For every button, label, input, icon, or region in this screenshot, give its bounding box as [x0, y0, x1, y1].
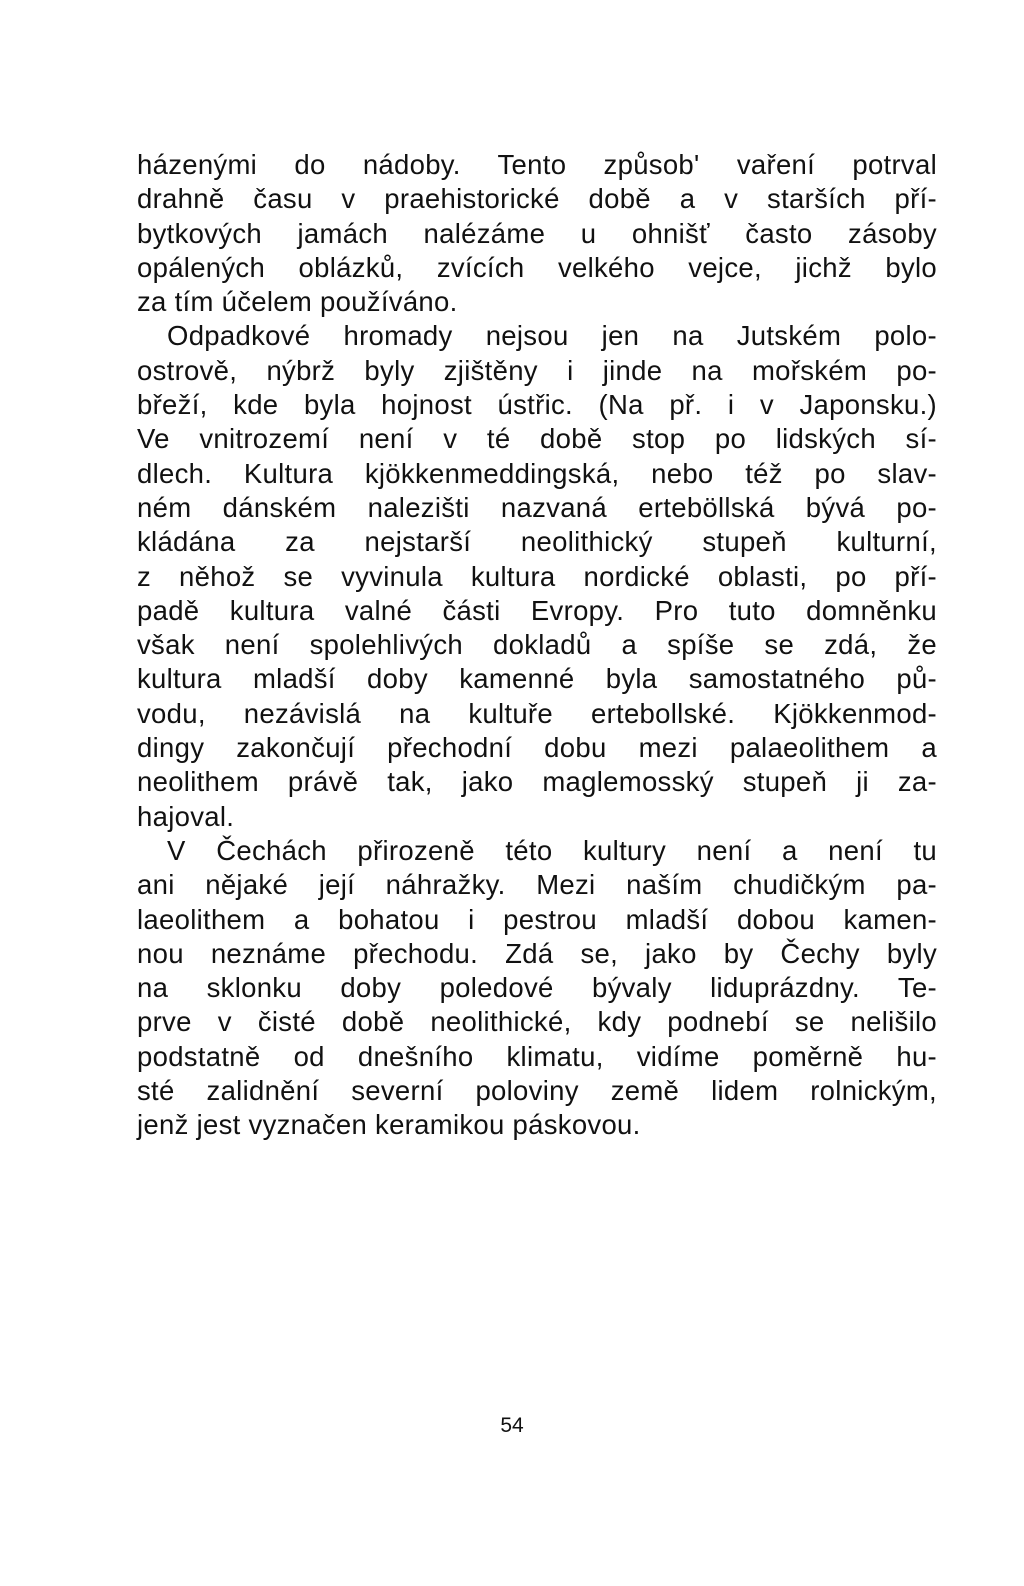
text-line: kládána za nejstarší neolithický stupeň kulturní,	[137, 526, 937, 558]
text-line: však není spolehlivých dokladů a spíše se zdá, že	[137, 629, 937, 661]
text-line: neolithem právě tak, jako maglemosský stupeň ji za-	[137, 766, 937, 798]
text-line: opálených oblázků, zvících velkého vejce, jichž bylo	[137, 251, 937, 283]
text-line: ném dánském nalezišti nazvaná erteböllská bývá po-	[137, 491, 937, 523]
text-line: laeolithem a bohatou i pestrou mladší dobou kamen-	[137, 903, 937, 935]
page-number: 54	[500, 1414, 524, 1437]
text-line: dlech. Kultura kjökkenmeddingská, nebo též po slav-	[137, 457, 937, 489]
text-line: podstatně od dnešního klimatu, vidíme poměrně hu-	[137, 1040, 937, 1072]
text-line: Ve vnitrozemí není v té době stop po lidských sí-	[137, 423, 937, 455]
text-line: prve v čisté době neolithické, kdy podnebí se nelišilo	[137, 1006, 937, 1038]
text-line: jenž jest vyznačen keramikou páskovou.	[137, 1109, 641, 1141]
text-line: ani nějaké její náhražky. Mezi naším chudičkým pa-	[137, 869, 937, 901]
text-line: z něhož se vyvinula kultura nordické oblasti, po pří-	[137, 560, 937, 592]
text-line: bytkových jamách nalézáme u ohnišť často zásoby	[137, 217, 937, 249]
text-line: nou neznáme přechodu. Zdá se, jako by Čechy byly	[137, 937, 937, 969]
text-line: kultura mladší doby kamenné byla samostatného pů-	[137, 663, 937, 695]
text-line: ostrově, nýbrž byly zjištěny i jinde na mořském po-	[137, 354, 937, 386]
text-line: V Čechách přirozeně této kultury není a není tu	[167, 834, 937, 866]
text-line: sté zalidnění severní poloviny země lidem rolnickým,	[137, 1075, 937, 1107]
text-line: drahně času v praehistorické době a v starších pří-	[137, 183, 937, 215]
body-text	[137, 148, 937, 1143]
text-line: dingy zakončují přechodní dobu mezi palaeolithem a	[137, 732, 937, 764]
text-line: na sklonku doby poledové bývaly liduprázdny. Te-	[137, 972, 937, 1004]
text-line: za tím účelem používáno.	[137, 286, 458, 318]
text-line: házenými do nádoby. Tento způsob' vaření potrval	[137, 149, 937, 180]
text-line: břeží, kde byla hojnost ústřic. (Na př. i v Japonsku.)	[137, 389, 937, 421]
text-line: Odpadkové hromady nejsou jen na Jutském polo-	[167, 320, 937, 352]
text-line: padě kultura valné části Evropy. Pro tuto domněnku	[137, 594, 937, 626]
text-line: hajoval.	[137, 800, 235, 832]
text-line: vodu, nezávislá na kultuře ertebollské. Kjökkenmod-	[137, 697, 937, 729]
